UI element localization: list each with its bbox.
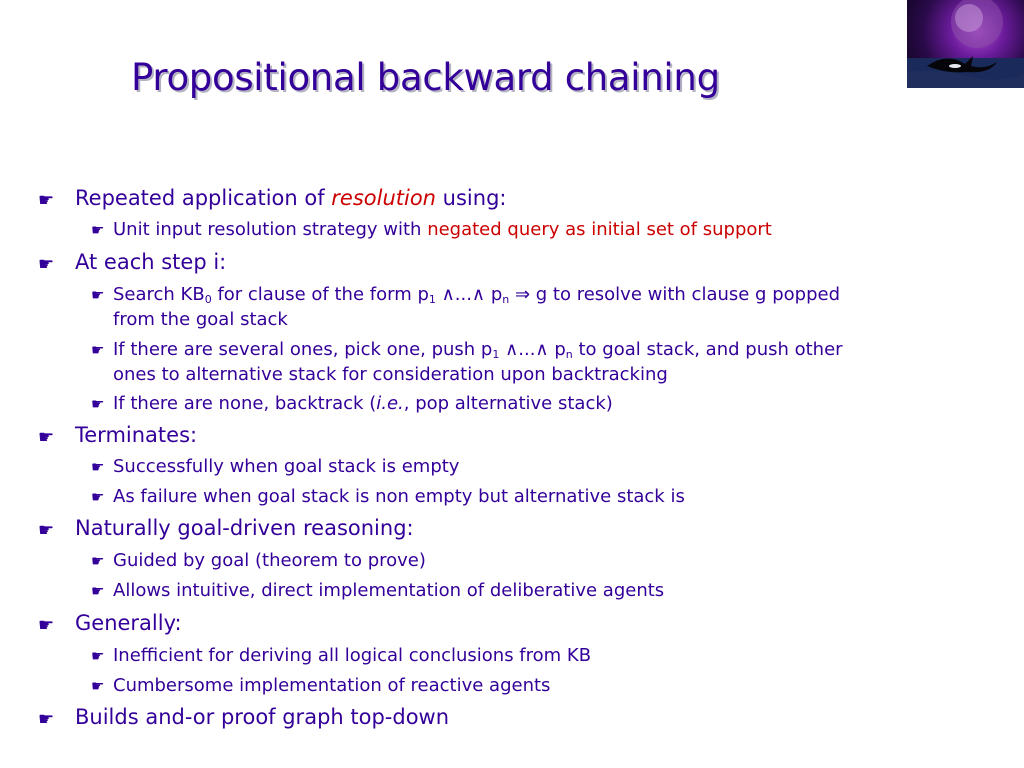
slide-title: Propositional backward chaining bbox=[131, 56, 720, 99]
pointing-hand-icon: ☛ bbox=[91, 458, 105, 476]
pointing-hand-icon: ☛ bbox=[38, 709, 55, 730]
sub-bullet-unit-input: ☛ Unit input resolution strategy with negated query as initial set of support bbox=[113, 217, 772, 242]
sub-bullet-as-failure: ☛ As failure when goal stack is non empty but alternative stack is bbox=[113, 484, 685, 509]
pointing-hand-icon: ☛ bbox=[38, 254, 55, 275]
pointing-hand-icon: ☛ bbox=[91, 395, 105, 413]
sub-bullet-none-backtrack: ☛ If there are none, backtrack (i.e., pop alternative stack) bbox=[113, 391, 613, 416]
pointing-hand-icon: ☛ bbox=[91, 582, 105, 600]
pointing-hand-icon: ☛ bbox=[91, 221, 105, 239]
pointing-hand-icon: ☛ bbox=[38, 190, 55, 211]
sub-bullet-successfully: ☛ Successfully when goal stack is empty bbox=[113, 454, 459, 479]
pointing-hand-icon: ☛ bbox=[91, 341, 105, 359]
pointing-hand-icon: ☛ bbox=[38, 520, 55, 541]
bullet-terminates: ☛ Terminates: bbox=[38, 423, 198, 448]
sub-bullet-several-ones: ☛ If there are several ones, pick one, push $p_1$ ∧...∧ $p_n$ to goal stack, and push other ones to alternative stack for consideration upon backtracking bbox=[91, 339, 843, 385]
bullet-goal-driven: ☛ Naturally goal-driven reasoning: bbox=[38, 516, 414, 541]
sub-bullet-cumbersome: ☛ Cumbersome implementation of reactive agents bbox=[113, 673, 550, 698]
sub-bullet-allows-intuitive: ☛ Allows intuitive, direct implementation of deliberative agents bbox=[113, 578, 664, 603]
pointing-hand-icon: ☛ bbox=[38, 427, 55, 448]
sub-bullet-guided-by-goal: ☛ Guided by goal (theorem to prove) bbox=[113, 548, 426, 573]
bullet-repeated-application: ☛ Repeated application of resolution using: bbox=[38, 186, 507, 211]
bullet-builds-and-or: ☛ Builds and-or proof graph top-down bbox=[38, 705, 450, 730]
orca-logo-image bbox=[907, 0, 1024, 88]
sub-bullet-inefficient: ☛ Inefficient for deriving all logical conclusions from KB bbox=[113, 643, 591, 668]
pointing-hand-icon: ☛ bbox=[91, 552, 105, 570]
sub-bullet-search-kb: ☛ Search $KB_0$ for clause of the form $p_1$ ∧...∧ $p_n$ ⇒ g to resolve with clause g popped from the goal stack bbox=[91, 284, 840, 330]
bullet-generally: ☛ Generally: bbox=[38, 611, 182, 636]
pointing-hand-icon: ☛ bbox=[91, 677, 105, 695]
bullet-each-step: ☛ At each step i: bbox=[38, 250, 227, 275]
pointing-hand-icon: ☛ bbox=[38, 615, 55, 636]
pointing-hand-icon: ☛ bbox=[91, 286, 105, 304]
pointing-hand-icon: ☛ bbox=[91, 647, 105, 665]
pointing-hand-icon: ☛ bbox=[91, 488, 105, 506]
